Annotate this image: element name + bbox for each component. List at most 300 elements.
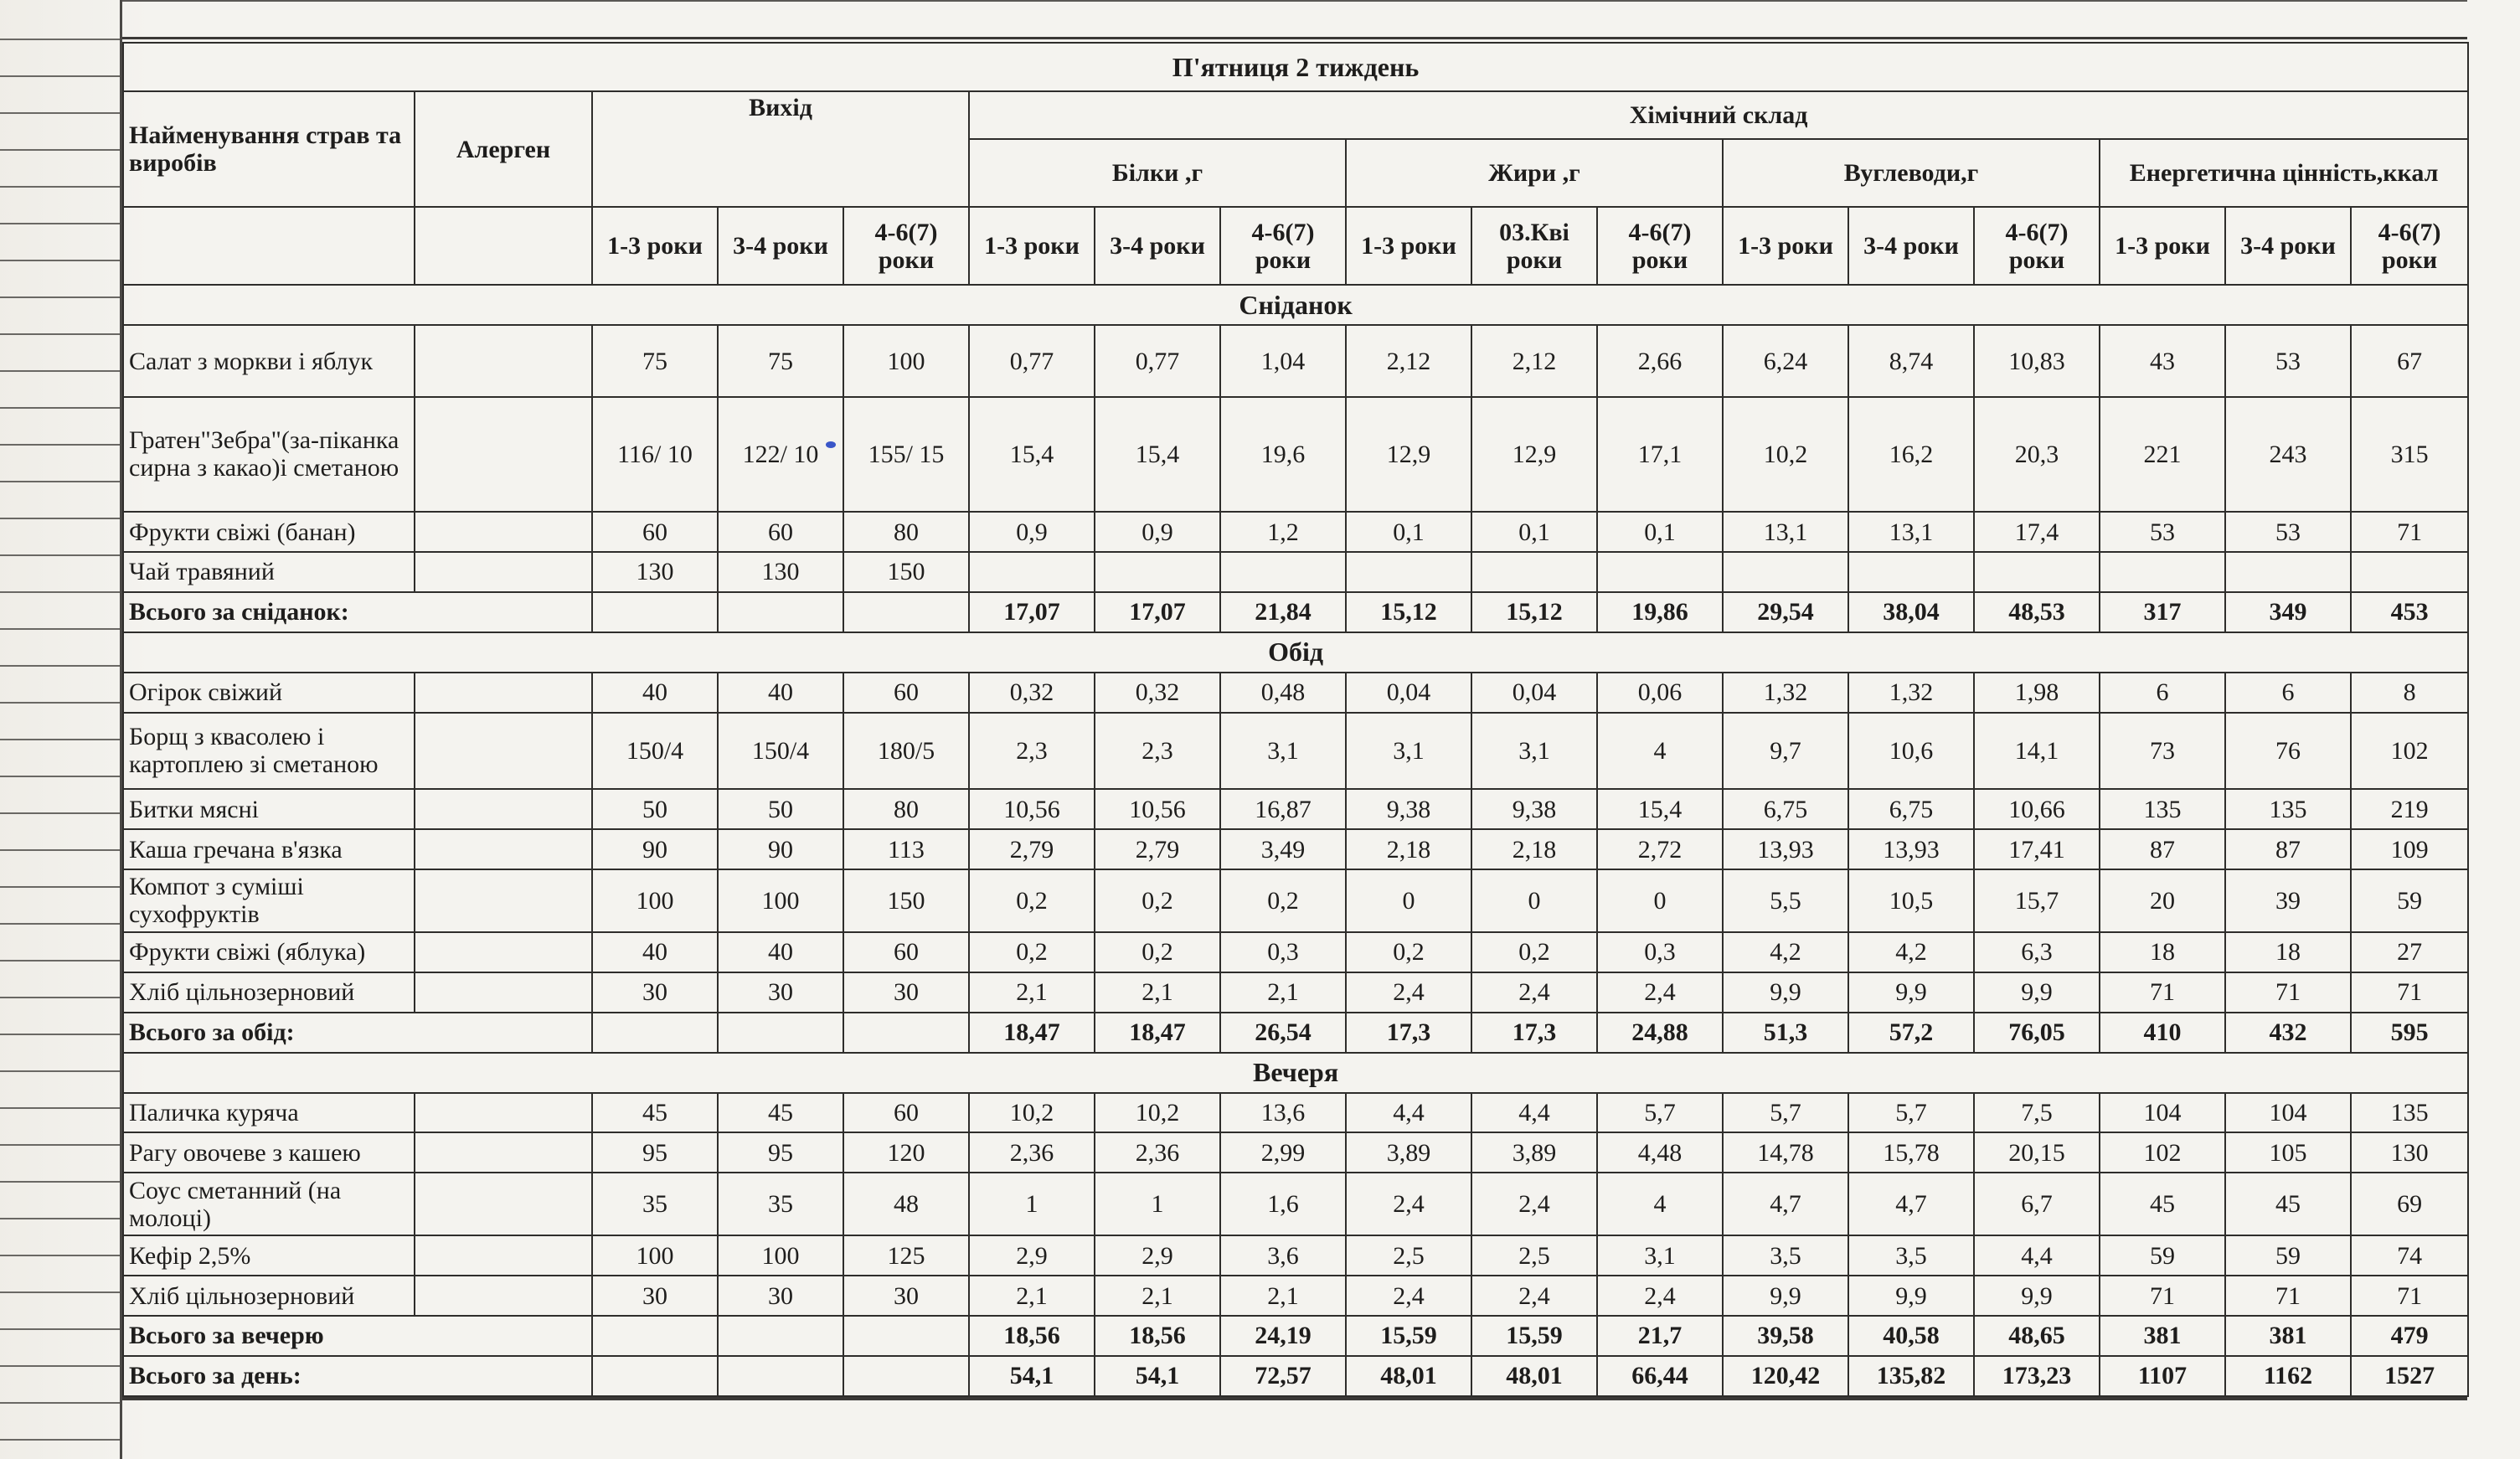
dish-value: 0 xyxy=(1471,869,1597,932)
dish-value: 2,36 xyxy=(969,1132,1095,1173)
section-total-value xyxy=(843,1013,969,1053)
dish-value: 2,36 xyxy=(1095,1132,1220,1173)
dish-value: 60 xyxy=(843,673,969,713)
dish-value: 0,06 xyxy=(1597,673,1723,713)
dish-row xyxy=(123,1276,2468,1316)
dish-value: 1 xyxy=(1095,1173,1220,1235)
dish-value: 15,4 xyxy=(1095,397,1220,512)
dish-value: 6,7 xyxy=(1974,1173,2100,1235)
dish-value: 5,7 xyxy=(1848,1093,1974,1133)
dish-value: 30 xyxy=(718,972,843,1013)
dish-value: 3,6 xyxy=(1220,1235,1346,1276)
dish-value: 13,1 xyxy=(1848,512,1974,552)
dish-value: 2,1 xyxy=(969,972,1095,1013)
dish-value: 4,4 xyxy=(1346,1093,1471,1133)
section-total-value: 17,3 xyxy=(1346,1013,1471,1053)
dish-value: 15,7 xyxy=(1974,869,2100,932)
dish-value: 53 xyxy=(2225,325,2351,396)
dish-value: 2,5 xyxy=(1346,1235,1471,1276)
section-total-value: 29,54 xyxy=(1723,592,1848,632)
title-row xyxy=(123,43,2468,91)
dish-value: 0 xyxy=(1346,869,1471,932)
dish-value: 60 xyxy=(843,932,969,972)
section-total-value: 38,04 xyxy=(1848,592,1974,632)
dish-value: 315 xyxy=(2351,397,2468,512)
dish-value: 95 xyxy=(592,1132,718,1173)
dish-value xyxy=(1095,552,1220,592)
header-carbohydrates: Вуглеводи,г xyxy=(1723,139,2100,207)
dish-value: 3,5 xyxy=(1723,1235,1848,1276)
dish-value: 95 xyxy=(718,1132,843,1173)
dish-allergen xyxy=(415,325,592,396)
dish-value: 50 xyxy=(592,789,718,829)
dish-value: 2,1 xyxy=(1095,972,1220,1013)
dish-name: Огірок свіжий xyxy=(123,673,415,713)
section-heading: Обід xyxy=(123,632,2468,673)
section-heading: Сніданок xyxy=(123,285,2468,325)
dish-value: 100 xyxy=(592,1235,718,1276)
dish-value: 87 xyxy=(2100,829,2225,869)
dish-value: 221 xyxy=(2100,397,2225,512)
section-total-value: 57,2 xyxy=(1848,1013,1974,1053)
dish-allergen xyxy=(415,713,592,790)
day-total-value xyxy=(718,1356,843,1396)
day-total-value: 54,1 xyxy=(969,1356,1095,1396)
day-total-label: Всього за день: xyxy=(123,1356,592,1396)
dish-value: 2,1 xyxy=(969,1276,1095,1316)
section-total-value: 18,56 xyxy=(1095,1316,1220,1356)
header-output-age-1: 1-3 роки xyxy=(592,207,718,286)
dish-value: 69 xyxy=(2351,1173,2468,1235)
dish-row xyxy=(123,869,2468,932)
dish-value: 0,3 xyxy=(1220,932,1346,972)
dish-name: Борщ з квасолею і картоплею зі сметаною xyxy=(123,713,415,790)
dish-value: 3,89 xyxy=(1471,1132,1597,1173)
header-age-blank-allergen xyxy=(415,207,592,286)
day-total-row xyxy=(123,1356,2468,1396)
dish-value: 5,7 xyxy=(1723,1093,1848,1133)
dish-value: 104 xyxy=(2225,1093,2351,1133)
dish-value: 9,9 xyxy=(1848,972,1974,1013)
left-margin-ruling xyxy=(0,0,122,1459)
section-total-value: 26,54 xyxy=(1220,1013,1346,1053)
dish-value: 71 xyxy=(2225,1276,2351,1316)
top-rule xyxy=(122,0,2467,2)
dish-value: 2,3 xyxy=(969,713,1095,790)
dish-value: 59 xyxy=(2351,869,2468,932)
dish-value: 35 xyxy=(718,1173,843,1235)
dish-value: 0,1 xyxy=(1346,512,1471,552)
dish-value: 2,66 xyxy=(1597,325,1723,396)
section-total-value: 48,65 xyxy=(1974,1316,2100,1356)
dish-value: 0,2 xyxy=(1346,932,1471,972)
dish-row xyxy=(123,1132,2468,1173)
section-total-value: 19,86 xyxy=(1597,592,1723,632)
dish-value: 14,1 xyxy=(1974,713,2100,790)
dish-name: Рагу овочеве з кашею xyxy=(123,1132,415,1173)
dish-value: 71 xyxy=(2351,972,2468,1013)
dish-value: 13,93 xyxy=(1848,829,1974,869)
dish-value: 1,04 xyxy=(1220,325,1346,396)
header-age-blank-name xyxy=(123,207,415,286)
dish-name: Хліб цільнозерновий xyxy=(123,1276,415,1316)
section-total-value: 17,07 xyxy=(1095,592,1220,632)
section-total-value: 51,3 xyxy=(1723,1013,1848,1053)
dish-value: 10,66 xyxy=(1974,789,2100,829)
header-protein: Білки ,г xyxy=(969,139,1346,207)
section-row xyxy=(123,632,2468,673)
dish-value: 125 xyxy=(843,1235,969,1276)
dish-value: 15,4 xyxy=(1597,789,1723,829)
dish-value: 130 xyxy=(592,552,718,592)
dish-allergen xyxy=(415,932,592,972)
dish-value: 130 xyxy=(718,552,843,592)
dish-value: 2,99 xyxy=(1220,1132,1346,1173)
dish-value: 39 xyxy=(2225,869,2351,932)
dish-value: 4,4 xyxy=(1974,1235,2100,1276)
dish-value: 8,74 xyxy=(1848,325,1974,396)
section-total-value: 76,05 xyxy=(1974,1013,2100,1053)
dish-value: 4,48 xyxy=(1597,1132,1723,1173)
dish-allergen xyxy=(415,789,592,829)
section-total-value: 15,59 xyxy=(1471,1316,1597,1356)
section-total-value: 317 xyxy=(2100,592,2225,632)
dish-name: Чай травяний xyxy=(123,552,415,592)
section-total-value: 432 xyxy=(2225,1013,2351,1053)
dish-name: Фрукти свіжі (банан) xyxy=(123,512,415,552)
dish-value: 100 xyxy=(718,1235,843,1276)
dish-value: 71 xyxy=(2351,512,2468,552)
header-row-top xyxy=(123,91,2468,138)
section-total-label: Всього за обід: xyxy=(123,1013,592,1053)
dish-value xyxy=(1597,552,1723,592)
dish-value: 9,7 xyxy=(1723,713,1848,790)
header-protein-age-3: 4-6(7) роки xyxy=(1220,207,1346,286)
dish-allergen xyxy=(415,1173,592,1235)
dish-value: 9,9 xyxy=(1848,1276,1974,1316)
dish-value: 20,15 xyxy=(1974,1132,2100,1173)
day-total-value: 135,82 xyxy=(1848,1356,1974,1396)
dish-value xyxy=(1471,552,1597,592)
dish-value: 12,9 xyxy=(1346,397,1471,512)
dish-value: 0,1 xyxy=(1597,512,1723,552)
dish-value: 219 xyxy=(2351,789,2468,829)
dish-value: 0,2 xyxy=(1471,932,1597,972)
header-row-ages xyxy=(123,207,2468,286)
dish-value: 0,04 xyxy=(1346,673,1471,713)
dish-value: 75 xyxy=(592,325,718,396)
header-fat: Жири ,г xyxy=(1346,139,1723,207)
dish-value: 5,7 xyxy=(1597,1093,1723,1133)
section-heading: Вечеря xyxy=(123,1053,2468,1093)
dish-value: 35 xyxy=(592,1173,718,1235)
ink-mark xyxy=(826,441,836,448)
section-total-value: 17,3 xyxy=(1471,1013,1597,1053)
dish-value: 74 xyxy=(2351,1235,2468,1276)
dish-value: 2,4 xyxy=(1346,972,1471,1013)
dish-value: 10,6 xyxy=(1848,713,1974,790)
dish-value: 3,5 xyxy=(1848,1235,1974,1276)
header-fat-age-3: 4-6(7) роки xyxy=(1597,207,1723,286)
dish-row xyxy=(123,1173,2468,1235)
header-protein-age-2: 3-4 роки xyxy=(1095,207,1220,286)
day-total-value: 54,1 xyxy=(1095,1356,1220,1396)
dish-value: 80 xyxy=(843,512,969,552)
dish-value: 6 xyxy=(2225,673,2351,713)
dish-allergen xyxy=(415,972,592,1013)
dish-value: 80 xyxy=(843,789,969,829)
section-row xyxy=(123,1053,2468,1093)
dish-value xyxy=(2225,552,2351,592)
dish-value: 6,75 xyxy=(1723,789,1848,829)
section-total-value: 18,56 xyxy=(969,1316,1095,1356)
dish-name: Соус сметанний (на молоці) xyxy=(123,1173,415,1235)
dish-value: 0,2 xyxy=(969,932,1095,972)
section-total-value: 15,12 xyxy=(1346,592,1471,632)
dish-value: 9,9 xyxy=(1723,1276,1848,1316)
dish-value: 2,9 xyxy=(969,1235,1095,1276)
dish-value: 2,1 xyxy=(1220,1276,1346,1316)
dish-value: 16,2 xyxy=(1848,397,1974,512)
dish-value: 3,1 xyxy=(1597,1235,1723,1276)
section-total-value: 40,58 xyxy=(1848,1316,1974,1356)
dish-row xyxy=(123,1093,2468,1133)
dish-value xyxy=(969,552,1095,592)
dish-value: 122/ 10 xyxy=(718,397,843,512)
dish-value: 0,2 xyxy=(1220,869,1346,932)
dish-value xyxy=(2100,552,2225,592)
header-dish-name: Найменування страв та виробів xyxy=(123,91,415,206)
dish-name: Хліб цільнозерновий xyxy=(123,972,415,1013)
dish-value: 102 xyxy=(2351,713,2468,790)
section-total-value: 15,59 xyxy=(1346,1316,1471,1356)
dish-value: 6,3 xyxy=(1974,932,2100,972)
dish-value: 2,1 xyxy=(1095,1276,1220,1316)
dish-row xyxy=(123,397,2468,512)
dish-allergen xyxy=(415,1132,592,1173)
dish-value: 2,1 xyxy=(1220,972,1346,1013)
dish-value xyxy=(1220,552,1346,592)
dish-value: 45 xyxy=(2100,1173,2225,1235)
menu-nutrition-table xyxy=(122,42,2469,1397)
dish-value: 9,38 xyxy=(1471,789,1597,829)
section-total-value: 48,53 xyxy=(1974,592,2100,632)
section-total-value xyxy=(592,1013,718,1053)
section-total-row xyxy=(123,592,2468,632)
dish-value: 8 xyxy=(2351,673,2468,713)
dish-name: Гратен"Зебра"(за-піканка сирна з какао)і сметаною xyxy=(123,397,415,512)
day-total-value: 72,57 xyxy=(1220,1356,1346,1396)
dish-value: 9,9 xyxy=(1974,972,2100,1013)
dish-value: 2,5 xyxy=(1471,1235,1597,1276)
header-output: Вихід xyxy=(592,91,969,206)
section-total-value: 24,19 xyxy=(1220,1316,1346,1356)
dish-value: 2,12 xyxy=(1471,325,1597,396)
dish-value: 2,4 xyxy=(1346,1173,1471,1235)
dish-value: 1,2 xyxy=(1220,512,1346,552)
dish-value: 1 xyxy=(969,1173,1095,1235)
dish-value: 13,93 xyxy=(1723,829,1848,869)
dish-value: 50 xyxy=(718,789,843,829)
table-top-border xyxy=(122,37,2467,39)
dish-value: 150 xyxy=(843,552,969,592)
section-total-value xyxy=(718,1316,843,1356)
day-total-value xyxy=(843,1356,969,1396)
header-energy-age-1: 1-3 роки xyxy=(2100,207,2225,286)
section-total-value: 381 xyxy=(2100,1316,2225,1356)
dish-allergen xyxy=(415,673,592,713)
header-chemical-composition: Хімічний склад xyxy=(969,91,2468,138)
day-total-value: 1162 xyxy=(2225,1356,2351,1396)
dish-value: 3,1 xyxy=(1220,713,1346,790)
dish-value: 30 xyxy=(718,1276,843,1316)
dish-value: 2,18 xyxy=(1346,829,1471,869)
dish-value: 102 xyxy=(2100,1132,2225,1173)
dish-value: 59 xyxy=(2225,1235,2351,1276)
day-total-value xyxy=(592,1356,718,1396)
dish-value: 67 xyxy=(2351,325,2468,396)
dish-value: 180/5 xyxy=(843,713,969,790)
dish-value: 10,83 xyxy=(1974,325,2100,396)
dish-value: 19,6 xyxy=(1220,397,1346,512)
section-total-value xyxy=(718,1013,843,1053)
dish-value: 3,1 xyxy=(1471,713,1597,790)
dish-value: 10,2 xyxy=(969,1093,1095,1133)
dish-value: 2,4 xyxy=(1471,1173,1597,1235)
dish-row xyxy=(123,1235,2468,1276)
dish-value: 59 xyxy=(2100,1235,2225,1276)
dish-value: 150/4 xyxy=(718,713,843,790)
dish-value: 4,7 xyxy=(1723,1173,1848,1235)
dish-value: 71 xyxy=(2100,972,2225,1013)
dish-allergen xyxy=(415,512,592,552)
dish-value: 3,1 xyxy=(1346,713,1471,790)
dish-value: 4,2 xyxy=(1848,932,1974,972)
dish-value: 40 xyxy=(718,932,843,972)
dish-value: 18 xyxy=(2225,932,2351,972)
header-carb-age-2: 3-4 роки xyxy=(1848,207,1974,286)
dish-name: Каша гречана в'язка xyxy=(123,829,415,869)
dish-value: 40 xyxy=(718,673,843,713)
section-total-label: Всього за вечерю xyxy=(123,1316,592,1356)
dish-name: Фрукти свіжі (яблука) xyxy=(123,932,415,972)
dish-value: 2,79 xyxy=(1095,829,1220,869)
table-bottom-border xyxy=(122,1397,2467,1400)
dish-value: 30 xyxy=(843,972,969,1013)
dish-value: 9,9 xyxy=(1723,972,1848,1013)
dish-value: 17,1 xyxy=(1597,397,1723,512)
dish-value: 113 xyxy=(843,829,969,869)
dish-value: 2,3 xyxy=(1095,713,1220,790)
dish-value: 4,4 xyxy=(1471,1093,1597,1133)
section-total-value xyxy=(718,592,843,632)
dish-value: 0,32 xyxy=(969,673,1095,713)
dish-value: 30 xyxy=(592,1276,718,1316)
dish-value: 2,4 xyxy=(1597,972,1723,1013)
dish-row xyxy=(123,325,2468,396)
dish-allergen xyxy=(415,1093,592,1133)
dish-value: 60 xyxy=(843,1093,969,1133)
dish-value: 155/ 15 xyxy=(843,397,969,512)
dish-value: 43 xyxy=(2100,325,2225,396)
dish-row xyxy=(123,972,2468,1013)
dish-value: 130 xyxy=(2351,1132,2468,1173)
dish-row xyxy=(123,552,2468,592)
dish-value: 4 xyxy=(1597,713,1723,790)
dish-row xyxy=(123,713,2468,790)
header-allergen: Алерген xyxy=(415,91,592,206)
dish-value: 3,89 xyxy=(1346,1132,1471,1173)
dish-value: 20,3 xyxy=(1974,397,2100,512)
dish-value: 135 xyxy=(2351,1093,2468,1133)
section-total-value: 17,07 xyxy=(969,592,1095,632)
dish-value: 100 xyxy=(843,325,969,396)
dish-value: 18 xyxy=(2100,932,2225,972)
dish-value: 243 xyxy=(2225,397,2351,512)
dish-value: 45 xyxy=(592,1093,718,1133)
dish-value: 0,9 xyxy=(969,512,1095,552)
dish-value: 10,56 xyxy=(969,789,1095,829)
section-total-value: 21,7 xyxy=(1597,1316,1723,1356)
section-total-value: 381 xyxy=(2225,1316,2351,1356)
dish-allergen xyxy=(415,1276,592,1316)
section-total-value: 349 xyxy=(2225,592,2351,632)
dish-value: 0,32 xyxy=(1095,673,1220,713)
dish-value: 15,78 xyxy=(1848,1132,1974,1173)
dish-value: 14,78 xyxy=(1723,1132,1848,1173)
section-total-value: 21,84 xyxy=(1220,592,1346,632)
dish-value: 2,4 xyxy=(1471,972,1597,1013)
dish-value: 5,5 xyxy=(1723,869,1848,932)
dish-value: 53 xyxy=(2100,512,2225,552)
dish-value: 2,4 xyxy=(1597,1276,1723,1316)
dish-value: 0,2 xyxy=(1095,869,1220,932)
dish-value: 9,38 xyxy=(1346,789,1471,829)
dish-value: 45 xyxy=(2225,1173,2351,1235)
dish-value: 71 xyxy=(2351,1276,2468,1316)
dish-allergen xyxy=(415,829,592,869)
dish-name: Салат з моркви і яблук xyxy=(123,325,415,396)
dish-row xyxy=(123,673,2468,713)
dish-value: 87 xyxy=(2225,829,2351,869)
section-total-value xyxy=(843,1316,969,1356)
dish-value: 4 xyxy=(1597,1173,1723,1235)
dish-value: 76 xyxy=(2225,713,2351,790)
dish-value: 30 xyxy=(843,1276,969,1316)
dish-value: 105 xyxy=(2225,1132,2351,1173)
dish-value: 90 xyxy=(718,829,843,869)
dish-value: 4,7 xyxy=(1848,1173,1974,1235)
dish-value: 53 xyxy=(2225,512,2351,552)
day-total-value: 1527 xyxy=(2351,1356,2468,1396)
section-total-value: 453 xyxy=(2351,592,2468,632)
dish-value: 2,72 xyxy=(1597,829,1723,869)
dish-value: 73 xyxy=(2100,713,2225,790)
dish-value: 0,04 xyxy=(1471,673,1597,713)
dish-value: 0,2 xyxy=(1095,932,1220,972)
dish-value: 1,98 xyxy=(1974,673,2100,713)
section-total-value: 18,47 xyxy=(1095,1013,1220,1053)
section-total-row xyxy=(123,1013,2468,1053)
dish-value: 2,18 xyxy=(1471,829,1597,869)
dish-value: 10,56 xyxy=(1095,789,1220,829)
dish-value: 6,24 xyxy=(1723,325,1848,396)
section-total-value: 24,88 xyxy=(1597,1013,1723,1053)
dish-name: Компот з суміші сухофруктів xyxy=(123,869,415,932)
dish-value: 40 xyxy=(592,932,718,972)
dish-value: 2,4 xyxy=(1346,1276,1471,1316)
dish-value: 3,49 xyxy=(1220,829,1346,869)
